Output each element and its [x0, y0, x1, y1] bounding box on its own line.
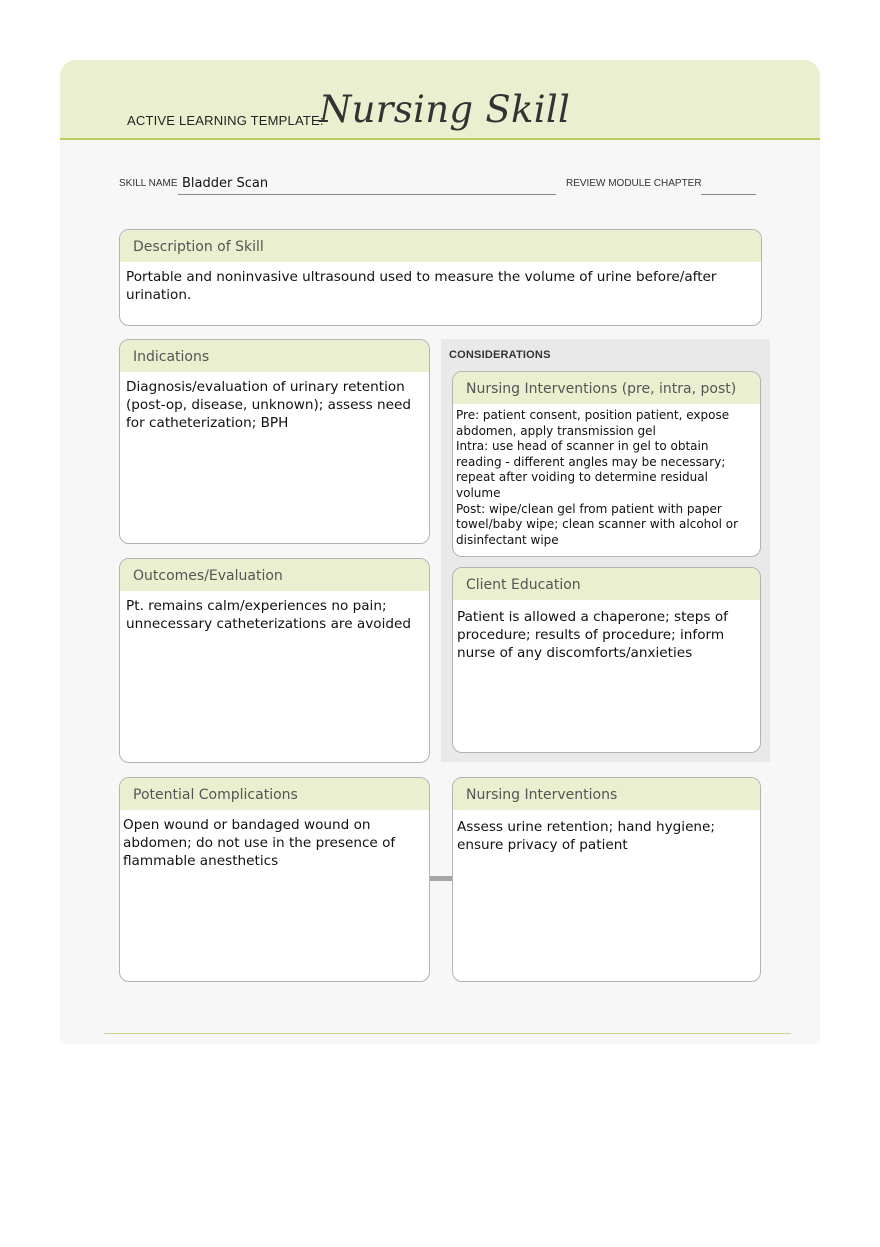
review-module-field[interactable] [701, 194, 756, 195]
skill-name-label: SKILL NAME [119, 178, 178, 189]
template-label: ACTIVE LEARNING TEMPLATE: [127, 113, 324, 128]
client-education-title: Client Education [453, 568, 760, 600]
client-education-box [452, 567, 761, 753]
nursing-interventions-text[interactable]: Assess urine retention; hand hygiene; ensure privacy of patient [457, 819, 715, 853]
connector-bar [430, 876, 452, 881]
indications-text[interactable]: Diagnosis/evaluation of urinary retention (post-op, disease, unknown); assess need for catheterization; BPH [126, 379, 411, 431]
template-title: Nursing Skill [319, 88, 571, 131]
nursing-interventions-title: Nursing Interventions [453, 778, 760, 810]
outcomes-text[interactable]: Pt. remains calm/experiences no pain; unnecessary catheterizations are avoided [126, 598, 411, 632]
client-education-text[interactable]: Patient is allowed a chaperone; steps of procedure; results of procedure; inform nurse of any discomforts/anxieties [457, 609, 728, 661]
indications-title: Indications [120, 340, 429, 372]
outcomes-box [119, 558, 430, 763]
complications-title: Potential Complications [120, 778, 429, 810]
description-box [119, 229, 762, 326]
description-text[interactable]: Portable and noninvasive ultrasound used to measure the volume of urine before/after urination. [126, 269, 717, 303]
considerations-label: CONSIDERATIONS [449, 349, 551, 361]
description-title: Description of Skill [120, 230, 761, 262]
outcomes-title: Outcomes/Evaluation [120, 559, 429, 591]
review-module-label: REVIEW MODULE CHAPTER [566, 178, 702, 189]
nursing-interventions-pip-box [452, 371, 761, 557]
skill-name-field[interactable]: Bladder Scan [182, 176, 269, 191]
footer-divider [104, 1033, 791, 1034]
nursing-interventions-pip-text[interactable]: Pre: patient consent, position patient, expose abdomen, apply transmission gel Intra: use head of scanner in gel to obtain reading - different angles may be necessary; repeat after voiding to determine residual volume Post: wipe/clean gel from patient with paper towel/baby wipe; clean scanner with alcohol or disinfectant wipe [456, 408, 739, 547]
nursing-interventions-pip-title: Nursing Interventions (pre, intra, post) [453, 372, 760, 404]
complications-box [119, 777, 430, 982]
nursing-interventions-box [452, 777, 761, 982]
skill-name-underline [178, 194, 556, 195]
indications-box [119, 339, 430, 544]
complications-text[interactable]: Open wound or bandaged wound on abdomen; do not use in the presence of flammable anesthetics [123, 817, 396, 869]
